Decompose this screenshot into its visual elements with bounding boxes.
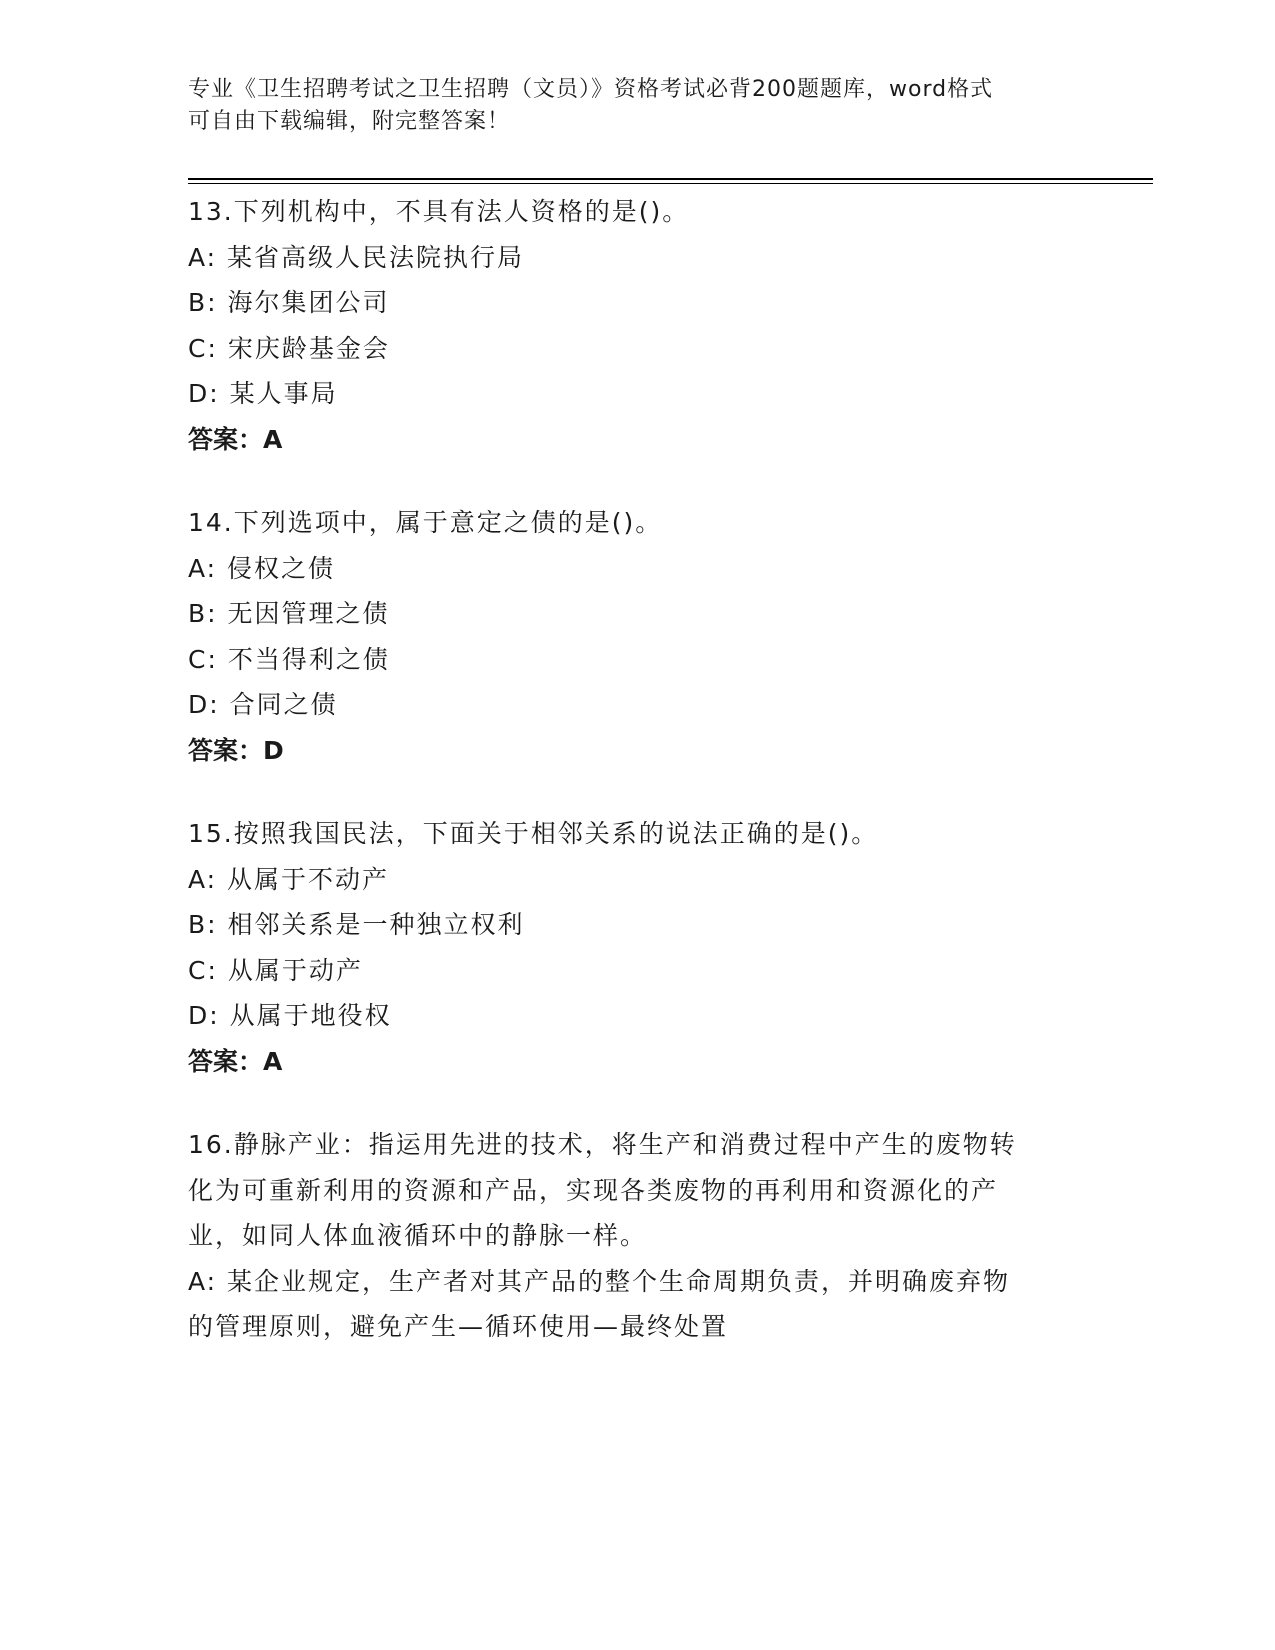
option-a: A: 从属于不动产 bbox=[188, 864, 390, 894]
option-d: D: 某人事局 bbox=[188, 379, 338, 408]
option-b: B: 海尔集团公司 bbox=[188, 288, 390, 317]
option-d: D: 合同之债 bbox=[188, 690, 338, 719]
option-c: C: 从属于动产 bbox=[188, 955, 363, 985]
option-a: A: 侵权之债 bbox=[188, 553, 336, 583]
question-15 bbox=[188, 811, 1068, 1084]
header-divider-thin bbox=[188, 183, 1153, 184]
question-14 bbox=[188, 500, 1068, 773]
answer: 答案：A bbox=[188, 1046, 283, 1076]
question-stem-line: 化为可重新利用的资源和产品，实现各类废物的再利用和资源化的产 bbox=[188, 1175, 999, 1205]
header-line-2: 可自由下载编辑，附完整答案！ bbox=[188, 109, 511, 134]
header-line-1: 专业《卫生招聘考试之卫生招聘（文员）》资格考试必背200题题库，word格式 bbox=[188, 77, 994, 102]
question-16 bbox=[188, 1122, 1068, 1350]
option-b: B: 无因管理之债 bbox=[188, 599, 390, 628]
question-list bbox=[188, 189, 1068, 1388]
document-header bbox=[188, 74, 1068, 138]
question-stem: 15.按照我国民法，下面关于相邻关系的说法正确的是()。 bbox=[188, 819, 879, 848]
option-d: D: 从属于地役权 bbox=[188, 1001, 392, 1030]
answer: 答案：D bbox=[188, 735, 284, 765]
option-a-line: A: 某企业规定，生产者对其产品的整个生命周期负责，并明确废弃物 bbox=[188, 1266, 1011, 1296]
question-stem: 14.下列选项中，属于意定之债的是()。 bbox=[188, 508, 663, 537]
option-c: C: 不当得利之债 bbox=[188, 644, 390, 674]
option-a: A: 某省高级人民法院执行局 bbox=[188, 242, 525, 272]
option-c: C: 宋庆龄基金会 bbox=[188, 333, 390, 363]
option-b: B: 相邻关系是一种独立权利 bbox=[188, 910, 525, 939]
question-stem-line: 业，如同人体血液循环中的静脉一样。 bbox=[188, 1221, 648, 1250]
answer: 答案：A bbox=[188, 424, 283, 454]
option-a-line: 的管理原则，避免产生—循环使用—最终处置 bbox=[188, 1312, 729, 1341]
question-stem: 13.下列机构中，不具有法人资格的是()。 bbox=[188, 197, 690, 226]
question-13 bbox=[188, 189, 1068, 462]
question-stem-line: 16.静脉产业：指运用先进的技术，将生产和消费过程中产生的废物转 bbox=[188, 1130, 1017, 1159]
header-divider-thick bbox=[188, 178, 1153, 180]
